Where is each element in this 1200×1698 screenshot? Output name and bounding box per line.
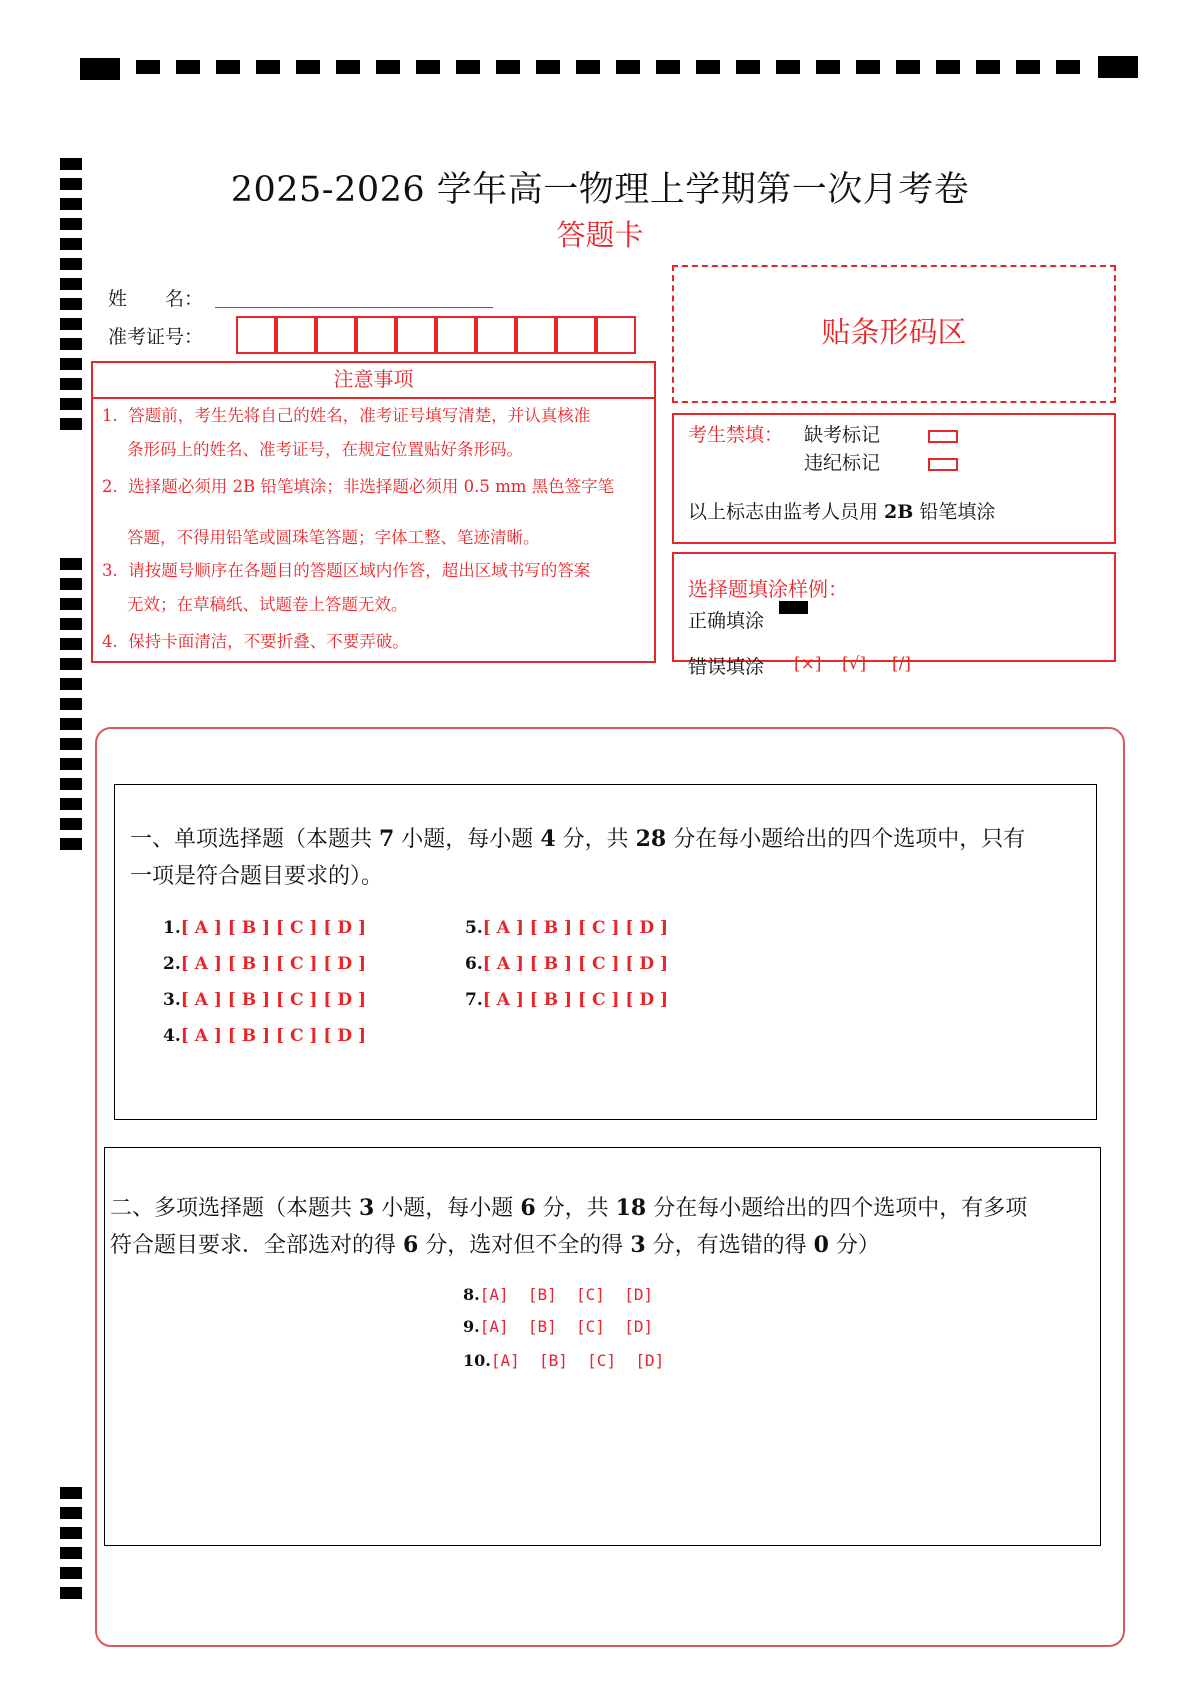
timing-mark [60, 418, 82, 430]
timing-mark [60, 838, 82, 850]
timing-mark [60, 618, 82, 630]
barcode-area[interactable]: 贴条形码区 [672, 265, 1116, 403]
correct-fill-sample [779, 601, 808, 614]
timing-mark [60, 378, 82, 390]
timing-mark [60, 398, 82, 410]
notice-item-3: 3. 请按题号顺序在各题目的答题区域内作答，超出区域书写的答案 [102, 561, 591, 580]
wrong-fill-label: 错误填涂 [688, 656, 765, 678]
timing-mark [60, 698, 82, 710]
absent-label: 缺考标记 [804, 424, 881, 446]
timing-mark [60, 678, 82, 690]
id-digit-cell[interactable] [476, 316, 516, 354]
question-1[interactable]: 1.[ A ] [ B ] [ C ] [ D ] [163, 918, 367, 938]
notice-item-3-line2: 无效；在草稿纸、试题卷上答题无效。 [127, 595, 408, 614]
page-subtitle: 答题卡 [556, 218, 644, 252]
id-digit-cell[interactable] [396, 316, 436, 354]
id-digit-cell[interactable] [596, 316, 636, 354]
timing-mark [60, 318, 82, 330]
timing-mark [60, 338, 82, 350]
id-digit-cell[interactable] [436, 316, 476, 354]
notice-item-2-line2: 答题，不得用铅笔或圆珠笔答题；字体工整、笔迹清晰。 [127, 528, 540, 547]
notice-title: 注意事项 [91, 361, 656, 399]
timing-mark [60, 578, 82, 590]
timing-mark [60, 1527, 82, 1539]
timing-mark [60, 1567, 82, 1579]
timing-mark [60, 1487, 82, 1499]
id-digit-cell[interactable] [356, 316, 396, 354]
timing-mark [60, 658, 82, 670]
violation-mark-box[interactable] [928, 458, 958, 471]
id-digit-cell[interactable] [276, 316, 316, 354]
wrong-fill-mark-1: [×] [794, 654, 822, 674]
sample-title: 选择题填涂样例： [688, 577, 848, 601]
id-digit-cell[interactable] [556, 316, 596, 354]
id-digit-cell[interactable] [516, 316, 556, 354]
timing-mark [60, 818, 82, 830]
violation-label: 违纪标记 [804, 452, 881, 474]
timing-mark [60, 758, 82, 770]
notice-item-1: 1. 答题前，考生先将自己的姓名，准考证号填写清楚，并认真核准 [102, 406, 591, 425]
notice-item-2: 2. 选择题必须用 2B 铅笔填涂；非选择题必须用 0.5 mm 黑色签字笔 [102, 477, 615, 496]
question-3[interactable]: 3.[ A ] [ B ] [ C ] [ D ] [163, 990, 367, 1010]
question-6[interactable]: 6.[ A ] [ B ] [ C ] [ D ] [465, 954, 669, 974]
question-8[interactable]: 8.[A] [B] [C] [D] [463, 1285, 654, 1304]
question-2[interactable]: 2.[ A ] [ B ] [ C ] [ D ] [163, 954, 367, 974]
wrong-fill-mark-2: [√] [842, 654, 867, 674]
question-7[interactable]: 7.[ A ] [ B ] [ C ] [ D ] [465, 990, 669, 1010]
id-digit-cell[interactable] [316, 316, 356, 354]
question-5[interactable]: 5.[ A ] [ B ] [ C ] [ D ] [465, 918, 669, 938]
name-label: 姓 名： [108, 288, 204, 310]
timing-mark [60, 638, 82, 650]
timing-mark [60, 738, 82, 750]
timing-mark [60, 718, 82, 730]
id-label: 准考证号： [108, 326, 204, 348]
notice-item-1-line2: 条形码上的姓名、准考证号，在规定位置贴好条形码。 [127, 440, 523, 459]
timing-mark [60, 358, 82, 370]
notice-item-4: 4. 保持卡面清洁，不要折叠、不要弄破。 [102, 632, 409, 651]
absent-mark-box[interactable] [928, 430, 958, 443]
correct-fill-label: 正确填涂 [688, 610, 765, 632]
page-title: 2025-2026 学年高一物理上学期第一次月考卷 [230, 170, 970, 210]
question-9[interactable]: 9.[A] [B] [C] [D] [463, 1317, 654, 1336]
timing-mark [60, 778, 82, 790]
proctor-note: 以上标志由监考人员用 2B 铅笔填涂 [688, 501, 996, 523]
timing-mark [60, 278, 82, 290]
timing-mark [60, 1547, 82, 1559]
question-10[interactable]: 10.[A] [B] [C] [D] [463, 1351, 665, 1370]
proctor-label: 考生禁填： [688, 424, 784, 446]
section1-instructions: 一、单项选择题（本题共 7 小题，每小题 4 分，共 28 分在每小题给出的四个选项中，只有 一项是符合题目要求的）。 [130, 826, 1026, 889]
timing-mark [60, 258, 82, 270]
timing-mark [60, 1507, 82, 1519]
wrong-fill-mark-3: [/] [892, 654, 911, 674]
name-field[interactable] [215, 307, 493, 308]
id-digit-cell[interactable] [236, 316, 276, 354]
timing-mark [60, 798, 82, 810]
timing-mark [60, 598, 82, 610]
question-4[interactable]: 4.[ A ] [ B ] [ C ] [ D ] [163, 1026, 367, 1046]
section2-instructions: 二、多项选择题（本题共 3 小题，每小题 6 分，共 18 分在每小题给出的四个选项中，有多项 符合题目要求．全部选对的得 6 分，选对但不全的得 3 分，有选错的得 0 分） [110, 1195, 1028, 1258]
timing-mark [60, 298, 82, 310]
timing-mark [60, 1587, 82, 1599]
timing-mark [60, 558, 82, 570]
